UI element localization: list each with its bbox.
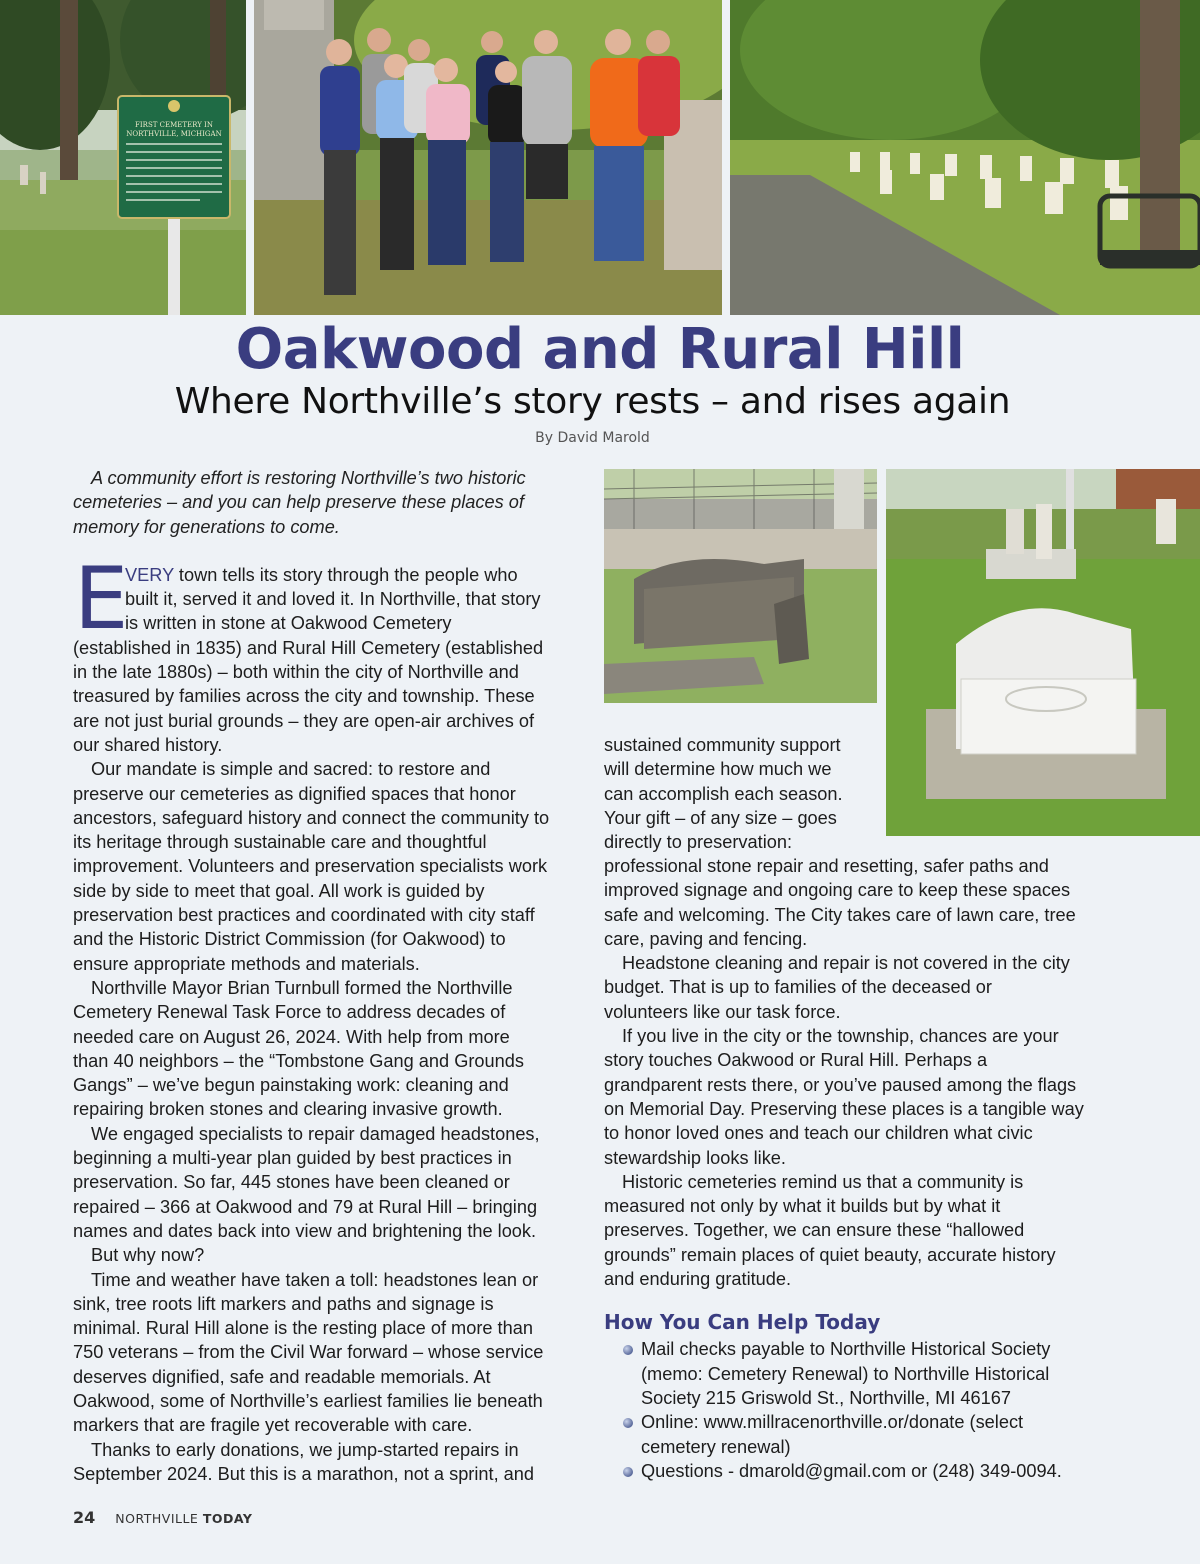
body-line: ancestors, safeguard history and connect the community to (73, 807, 550, 828)
body-line: built it, served it and loved it. In Northville, that story (125, 589, 541, 610)
body-line: deserves dignified, safe and readable memorials. At (73, 1366, 491, 1387)
intro-line: cemeteries – and you can help preserve these places of (73, 492, 524, 513)
body-line: improvement. Volunteers and preservation specialists work (73, 856, 548, 877)
drop-cap: E (74, 548, 129, 649)
body-line: care, paving and fencing. (604, 928, 808, 949)
help-list-item (604, 1459, 1164, 1483)
help-item-line: Society 215 Griswold St., Northville, MI 46167 (641, 1387, 1011, 1408)
page-footer (73, 1508, 252, 1527)
publication-name-bold: TODAY (202, 1511, 253, 1526)
article-left-column (73, 466, 585, 1486)
article-right-column (604, 854, 1164, 1483)
box-tomb-photo-oakwood (604, 469, 877, 703)
page-subtitle: Where Northville’s story rests – and rises again (174, 381, 1011, 422)
body-line: can accomplish each season. (604, 783, 843, 804)
body-line: treasured by families across the city and township. These (73, 686, 535, 707)
body-line: names and dates back into view and brightening the look. (73, 1220, 537, 1241)
body-line: will determine how much we (604, 759, 832, 780)
body-line: measured not only by what it builds but by what it (604, 1196, 1001, 1217)
body-line: grounds” remain places of quiet beauty, accurate history (604, 1244, 1056, 1265)
bullet-icon (623, 1345, 633, 1355)
body-line: Your gift – of any size – goes (604, 807, 837, 828)
body-line: sustained community support (604, 735, 841, 755)
body-line: to honor loved ones and teach our children what civic (604, 1123, 1033, 1144)
article-intro (73, 466, 585, 539)
help-list-item (604, 1337, 1164, 1410)
body-line: needed care on August 26, 2024. With help from more (73, 1026, 510, 1047)
body-line: story touches Oakwood or Rural Hill. Perhaps a (604, 1050, 988, 1071)
historical-marker-photo (0, 0, 246, 315)
body-line: beginning a multi-year plan guided by best practices in (73, 1148, 512, 1169)
article-right-wrap-text (604, 733, 874, 854)
body-line: If you live in the city or the township, chances are your (622, 1026, 1059, 1047)
help-item-line: cemetery renewal) (641, 1436, 791, 1457)
intro-line: memory for generations to come. (73, 516, 340, 537)
body-line: But why now? (91, 1245, 205, 1266)
body-line: grandparent rests there, or you’ve paused among the flags (604, 1074, 1077, 1095)
page-number: 24 (73, 1508, 96, 1527)
body-line: Time and weather have taken a toll: headstones lean or (91, 1269, 539, 1290)
body-line: Thanks to early donations, we jump-started repairs in (91, 1439, 519, 1460)
body-line: (established in 1835) and Rural Hill Cemetery (established (73, 637, 544, 658)
body-line: side by side to meet that goal. All work is guided by (73, 880, 485, 901)
body-line: safe and welcoming. The City takes care of lawn care, tree (604, 904, 1076, 925)
body-line: Historic cemeteries remind us that a community is (622, 1171, 1024, 1192)
bullet-icon (623, 1418, 633, 1428)
body-line: September 2024. But this is a marathon, not a sprint, and (73, 1463, 535, 1484)
small-caps-lead: VERY (125, 564, 174, 585)
box-tomb-photo-rural-hill (886, 469, 1200, 836)
help-list-item (604, 1410, 1164, 1459)
body-line: repaired – 366 at Oakwood and 79 at Rural Hill – bringing (73, 1196, 538, 1217)
body-line: directly to preservation: (604, 832, 793, 853)
body-line: sink, tree roots lift markers and paths and signage is (73, 1293, 494, 1314)
body-line: on Memorial Day. Preserving these places is a tangible way (604, 1098, 1084, 1119)
right-column-text (604, 854, 1164, 1291)
body-line: stewardship looks like. (604, 1147, 786, 1168)
body-line: Headstone cleaning and repair is not covered in the city (622, 953, 1070, 974)
help-heading: How You Can Help Today (604, 1310, 881, 1335)
body-line: We engaged specialists to repair damaged headstones, (91, 1123, 540, 1144)
body-line: professional stone repair and resetting, safer paths and (604, 856, 1049, 876)
body-line: preserve our cemeteries as dignified spaces that honor (73, 783, 516, 804)
body-line: preservation. So far, 445 stones have been cleaned or (73, 1172, 510, 1193)
body-line: improved signage and ongoing care to keep these spaces (604, 880, 1071, 901)
volunteers-group-photo (254, 0, 722, 315)
body-line: and enduring gratitude. (604, 1269, 792, 1290)
body-line: budget. That is up to families of the deceased or (604, 977, 992, 998)
body-line: ensure appropriate methods and materials. (73, 953, 420, 974)
page-title: Oakwood and Rural Hill (235, 317, 965, 382)
body-line: Our mandate is simple and sacred: to restore and (91, 759, 491, 780)
body-line: and the Historic District Commission (for Oakwood) to (73, 929, 506, 950)
body-line: our shared history. (73, 734, 223, 755)
help-item-line: Mail checks payable to Northville Historical Society (641, 1339, 1051, 1360)
help-item-line: Questions - dmarold@gmail.com or (248) 349-0094. (641, 1460, 1062, 1481)
body-line: 750 veterans – from the Civil War forward – whose service (73, 1342, 544, 1363)
help-list (604, 1337, 1164, 1483)
body-line: its heritage through sustainable care and thoughtful (73, 832, 487, 853)
body-line (73, 563, 585, 587)
bullet-icon (623, 1467, 633, 1477)
body-line: minimal. Rural Hill alone is the resting place of more than (73, 1318, 533, 1339)
body-line: are not just burial grounds – they are open-air archives of (73, 710, 535, 731)
body-line: in the late 1880s) – both within the city of Northville and (73, 662, 519, 683)
help-item-line: (memo: Cemetery Renewal) to Northville Historical (641, 1363, 1050, 1384)
intro-line: A community effort is restoring Northville’s two historic (91, 468, 526, 488)
left-column-text (73, 636, 585, 1486)
body-line: volunteers like our task force. (604, 1001, 841, 1022)
byline: By David Marold (535, 430, 650, 446)
body-line: markers that are fragile yet recoverable with care. (73, 1415, 473, 1436)
body-line: Northville Mayor Brian Turnbull formed the Northville (91, 977, 513, 998)
help-item-line: Online: www.millracenorthville.or/donate (select (641, 1412, 1024, 1433)
marker-sign-line-1: FIRST CEMETERY IN (135, 121, 213, 129)
headstone-rows-photo (730, 0, 1200, 315)
marker-sign-line-2: NORTHVILLE, MICHIGAN (126, 130, 222, 138)
body-line: Oakwood, some of Northville’s earliest families lie beneath (73, 1390, 543, 1411)
body-line: Cemetery Renewal Task Force to address decades of (73, 1002, 506, 1023)
body-line: is written in stone at Oakwood Cemetery (125, 613, 452, 634)
body-line: preservation best practices and coordinated with city staff (73, 905, 535, 926)
publication-name: NORTHVILLE (115, 1511, 203, 1526)
body-line-text: town tells its story through the people who (173, 564, 518, 585)
body-line: preserves. Together, we can ensure these “hallowed (604, 1220, 1025, 1241)
body-line: Gangs” – we’ve begun painstaking work: cleaning and (73, 1075, 509, 1096)
body-line: repairing broken stones and clearing invasive growth. (73, 1099, 503, 1120)
body-line: than 40 neighbors – the “Tombstone Gang and Grounds (73, 1050, 524, 1071)
